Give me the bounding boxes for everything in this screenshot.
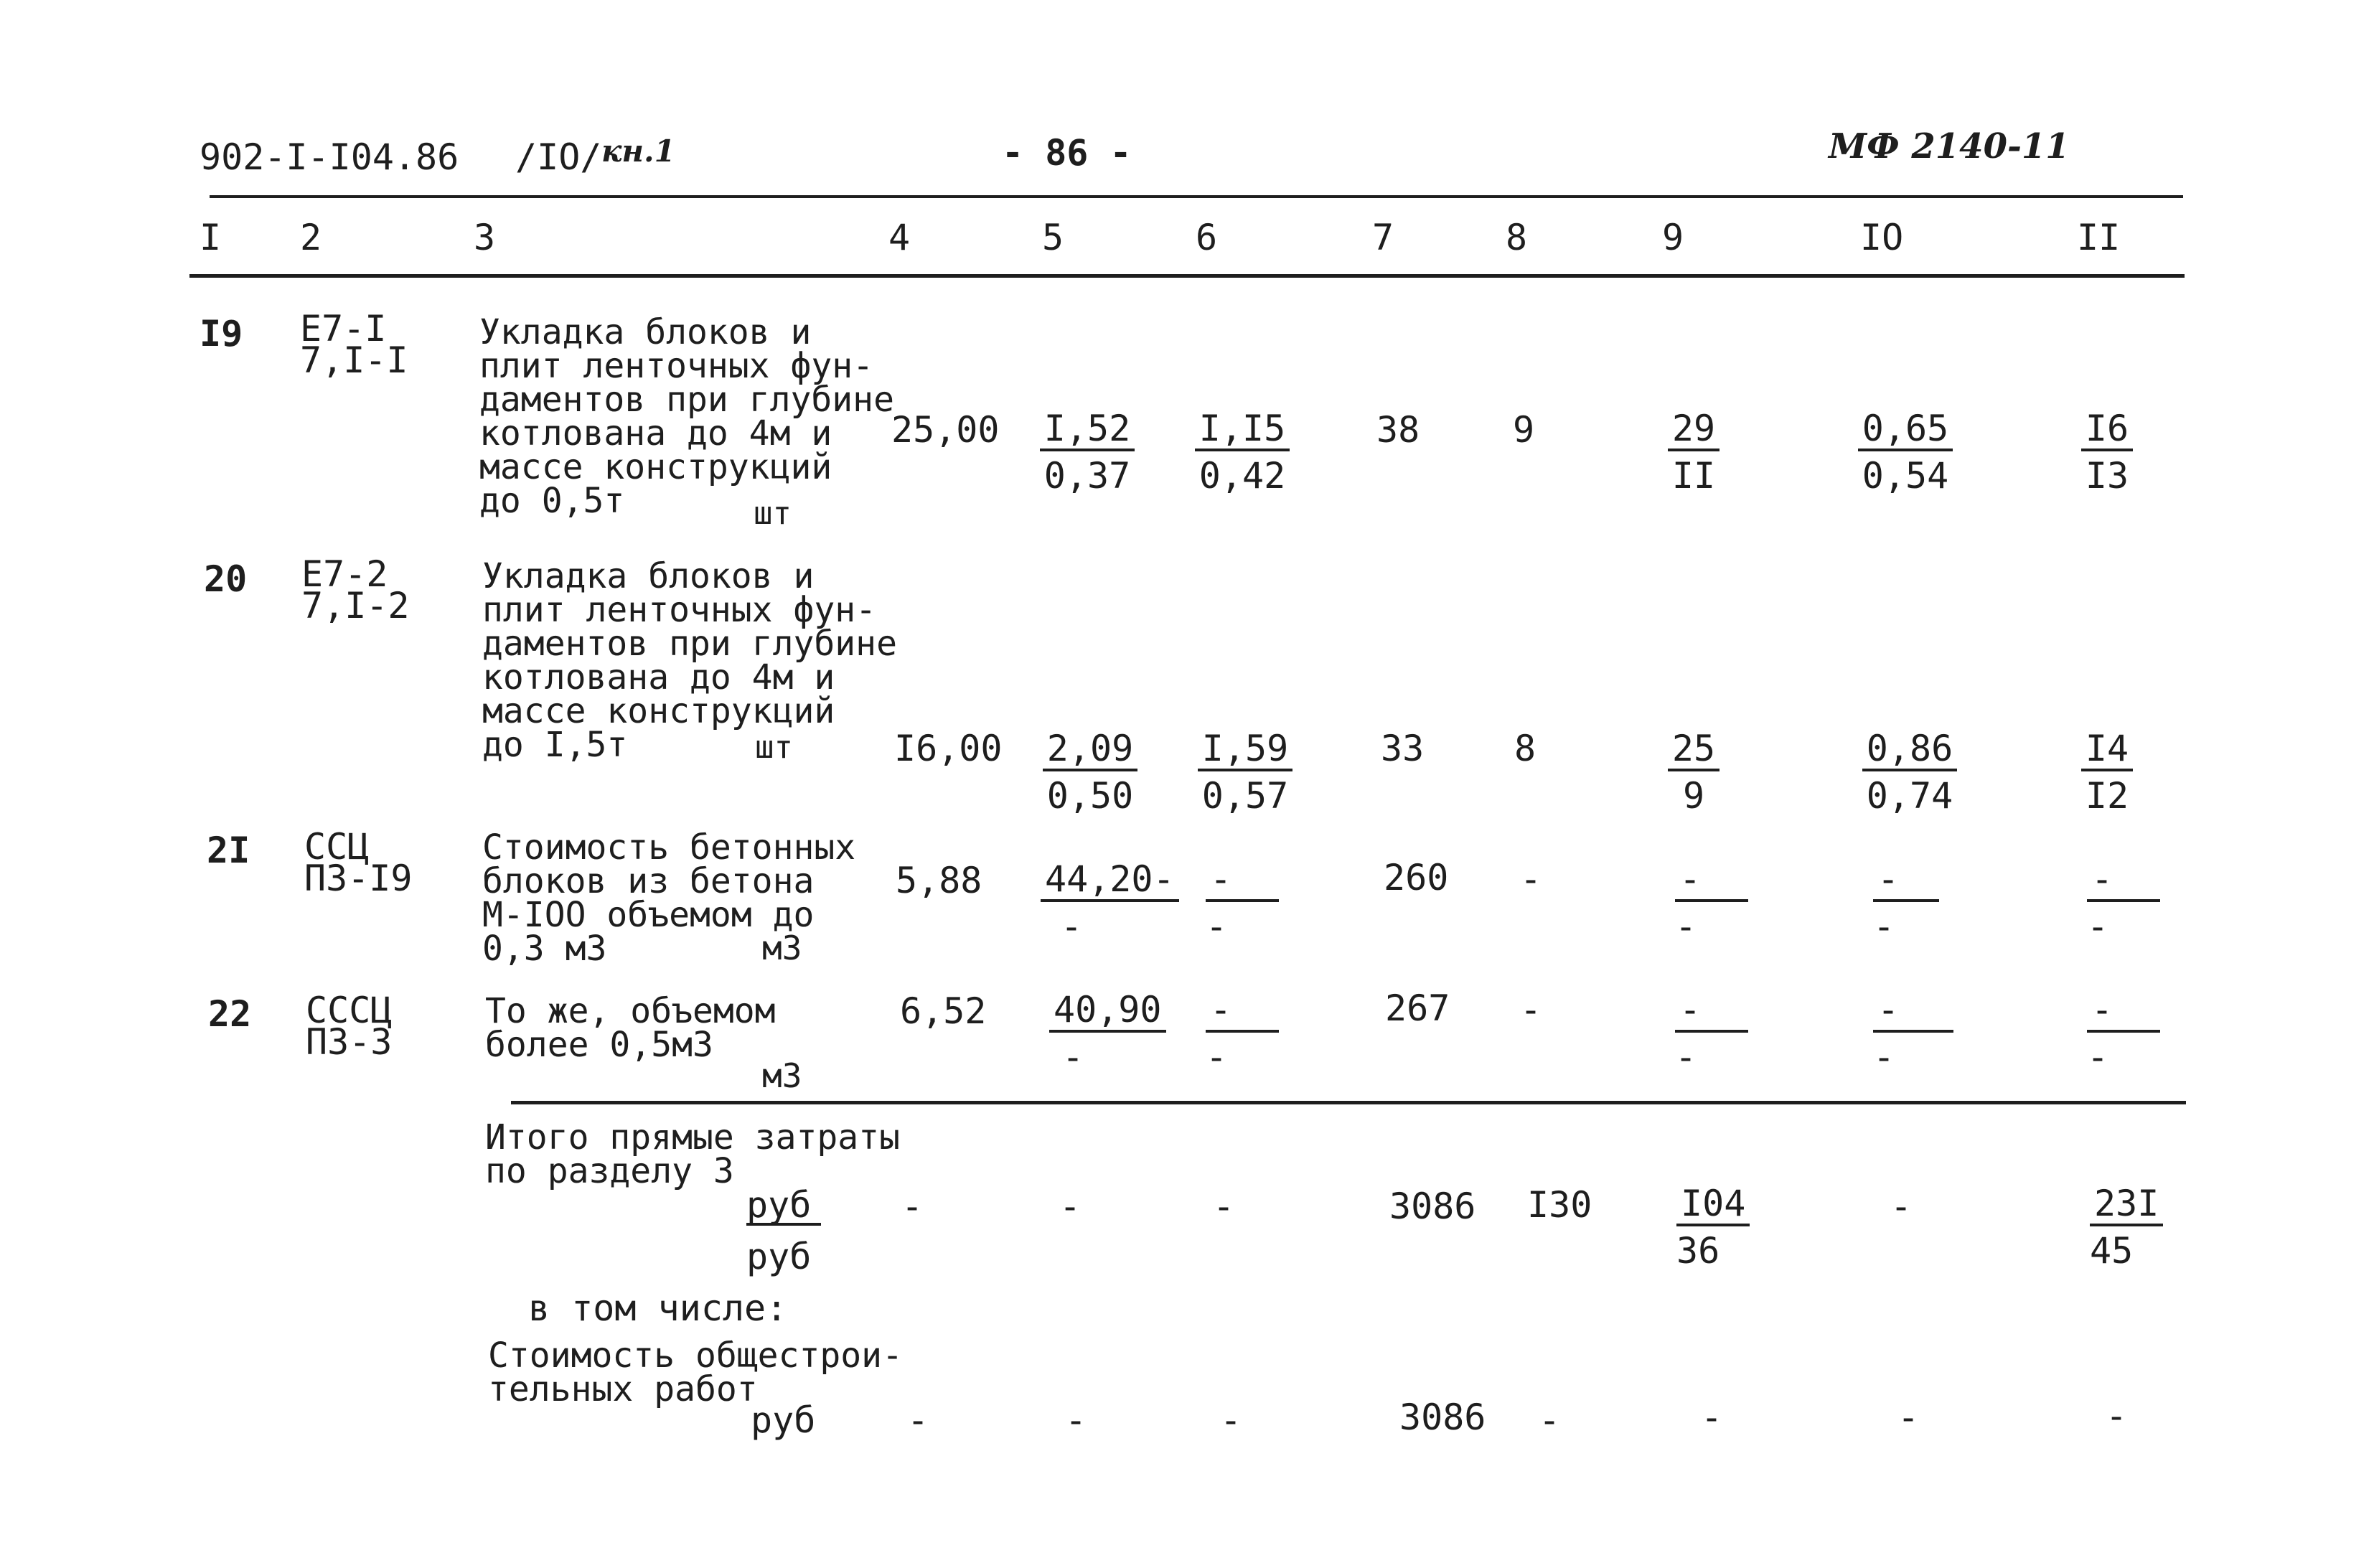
row-code-line: ПЗ-3 [306,1021,393,1063]
row-c11-bot: I3 [2085,455,2129,497]
totals-c4: - [901,1186,924,1227]
row-c11-bot: - [2087,1036,2109,1078]
general-works-unit: руб [751,1399,816,1441]
row-c5-top: 44,20- [1041,859,1179,902]
header-rule-top [210,195,2183,198]
row-c11 [2087,855,2173,950]
row-c10-top: - [1873,990,1953,1033]
row-c10 [1856,725,1964,820]
row-code-line: ССЦ [304,826,370,868]
row-c8: - [1520,989,1542,1031]
totals-unit-top: руб [746,1187,821,1226]
row-c6 [1188,405,1296,499]
row-unit: шт [755,729,793,766]
row-description: То же, объемом более 0,5м3 [485,991,776,1065]
totals-c7: 3086 [1389,1186,1476,1227]
row-c4: 25,00 [891,409,1000,451]
row-c9-bot: - [1675,906,1697,947]
row-code-line: СССЦ [306,990,393,1031]
row-code [300,308,408,381]
row-c11 [2087,986,2173,1081]
row-c9 [1651,725,1737,820]
col-number-7: 7 [1372,217,1394,258]
row-c5-top: 40,90 [1049,990,1166,1033]
row-c11-top: - [2087,859,2160,902]
page-number: - 86 - [1002,132,1132,174]
col-number-8: 8 [1506,217,1528,258]
row-c10-bot: 0,54 [1862,455,1949,497]
totals-c9-top: I04 [1676,1183,1750,1226]
totals-c11-top: 23I [2090,1183,2163,1226]
row-code-line: Е7-I [300,308,387,349]
row-description: Укладка блоков и плит ленточных фун- даментов при глубине котлована до 4м и массе конструкций до I,5т [482,556,897,765]
row-c6 [1206,855,1292,950]
row-c6-top: I,I5 [1195,408,1290,451]
row-code-line: 7,I-2 [301,585,410,626]
general-works-c5: - [1065,1399,1087,1441]
header-rule-bottom [189,274,2185,278]
totals-c11 [2090,1180,2190,1274]
row-code-line: Е7-2 [301,553,388,595]
row-c6 [1191,725,1299,820]
row-number: I9 [200,313,243,355]
row-c8: 9 [1513,409,1535,451]
row-c6-top: I,59 [1198,728,1292,771]
row-c6-bot: 0,57 [1201,775,1289,817]
row-number: 20 [204,558,248,600]
row-c5 [1036,725,1144,820]
row-c4: 5,88 [896,860,982,901]
totals-c10: - [1890,1186,1913,1227]
including-label: в том числе: [528,1287,788,1329]
general-works-c10: - [1897,1396,1920,1438]
totals-c9-bot: 36 [1676,1230,1720,1272]
row-code-line: ПЗ-I9 [304,858,413,899]
row-c11 [2064,405,2150,499]
row-c7: 260 [1384,857,1449,898]
general-works-c9: - [1701,1396,1723,1438]
row-c6-top: - [1206,859,1279,902]
row-c4: 6,52 [900,990,987,1032]
row-c10 [1873,855,1959,950]
totals-c11-bot: 45 [2090,1230,2134,1272]
row-c9 [1651,405,1737,499]
totals-c9 [1676,1180,1777,1274]
row-c9-top: 29 [1668,408,1719,451]
general-works-c11: - [2106,1395,2128,1437]
row-c10-top: - [1873,859,1939,902]
totals-c6: - [1213,1186,1235,1227]
totals-unit-bottom: руб [746,1236,812,1277]
col-number-9: 9 [1662,217,1684,258]
row-c11-bot: - [2087,906,2109,947]
row-c11-top: I4 [2081,728,2133,771]
general-works-label: Стоимость общестрои- тельных работ [488,1335,903,1409]
row-c11-top: I6 [2081,408,2133,451]
col-number-2: 2 [300,217,322,258]
row-c11-bot: I2 [2085,775,2129,817]
row-c5-top: I,52 [1040,408,1135,451]
general-works-c7: 3086 [1399,1396,1486,1438]
row-c9-bot: II [1671,455,1716,497]
row-c10-top: 0,86 [1862,728,1957,771]
row-c9-top: 25 [1668,728,1719,771]
row-unit: м3 [762,1056,802,1095]
row-c5-bot: - [1061,906,1083,947]
row-c9-top: - [1675,990,1748,1033]
row-c10-bot: - [1873,1036,1895,1078]
row-c7: 33 [1381,728,1425,769]
album-number: /IO/ [515,136,602,178]
row-c11-top: - [2087,990,2160,1033]
col-number-6: 6 [1196,217,1218,258]
row-c8: 8 [1514,728,1536,769]
row-number: 22 [208,993,252,1035]
row-c5 [1041,855,1175,950]
row-unit: шт [754,495,792,532]
row-c5 [1049,986,1178,1081]
album-note: кн.1 [601,133,675,169]
row-code [304,826,413,899]
row-c6-bot: - [1206,906,1228,947]
general-works-c8: - [1539,1399,1561,1441]
row-c5-top: 2,09 [1043,728,1137,771]
row-c8: - [1520,858,1542,900]
row-c6 [1206,986,1292,1081]
row-c7: 267 [1385,987,1450,1029]
row-code [306,990,393,1063]
col-number-4: 4 [888,217,911,258]
totals-c8: I30 [1527,1184,1592,1226]
row-c5-bot: 0,50 [1046,775,1134,817]
document-code: 902-I-I04.86 [200,136,459,178]
row-c6-bot: - [1206,1036,1228,1078]
row-c5 [1033,405,1141,499]
row-c5-bot: - [1062,1036,1084,1078]
row-code-line: 7,I-I [300,339,408,381]
row-c6-top: - [1206,990,1279,1033]
general-works-c6: - [1220,1399,1242,1441]
row-c9-bot: 9 [1682,775,1705,817]
row-c4: I6,00 [894,728,1003,769]
row-c10-bot: - [1873,906,1895,947]
archive-stamp: МФ 2140-11 [1829,126,2070,166]
row-c10-bot: 0,74 [1866,775,1953,817]
row-c7: 38 [1376,409,1420,451]
row-unit: м3 [762,929,802,967]
col-number-3: 3 [474,217,496,258]
col-number-5: 5 [1042,217,1064,258]
row-c6-bot: 0,42 [1198,455,1286,497]
col-number-1: I [200,217,222,258]
row-c10 [1873,986,1959,1081]
row-description: Укладка блоков и плит ленточных фун- даментов при глубине котлована до 4м и массе конструкций до 0,5т [479,312,894,521]
row-c11 [2064,725,2150,820]
totals-c5: - [1059,1186,1082,1227]
col-number-11: II [2077,217,2121,258]
row-description: Стоимость бетонных блоков из бетона М-IOO объемом до 0,3 м3 [482,827,856,969]
row-c10 [1852,405,1959,499]
row-c9 [1675,855,1761,950]
totals-label: Итого прямые затраты по разделу 3 [485,1117,900,1191]
col-number-10: IO [1860,217,1904,258]
row-c9 [1675,986,1761,1081]
general-works-c4: - [907,1399,929,1441]
row-c10-top: 0,65 [1858,408,1953,451]
row-code [301,553,410,626]
row-c9-top: - [1675,859,1748,902]
row-c5-bot: 0,37 [1043,455,1131,497]
row-c9-bot: - [1675,1036,1697,1078]
totals-separator [511,1101,2186,1104]
row-number: 2I [207,830,250,871]
